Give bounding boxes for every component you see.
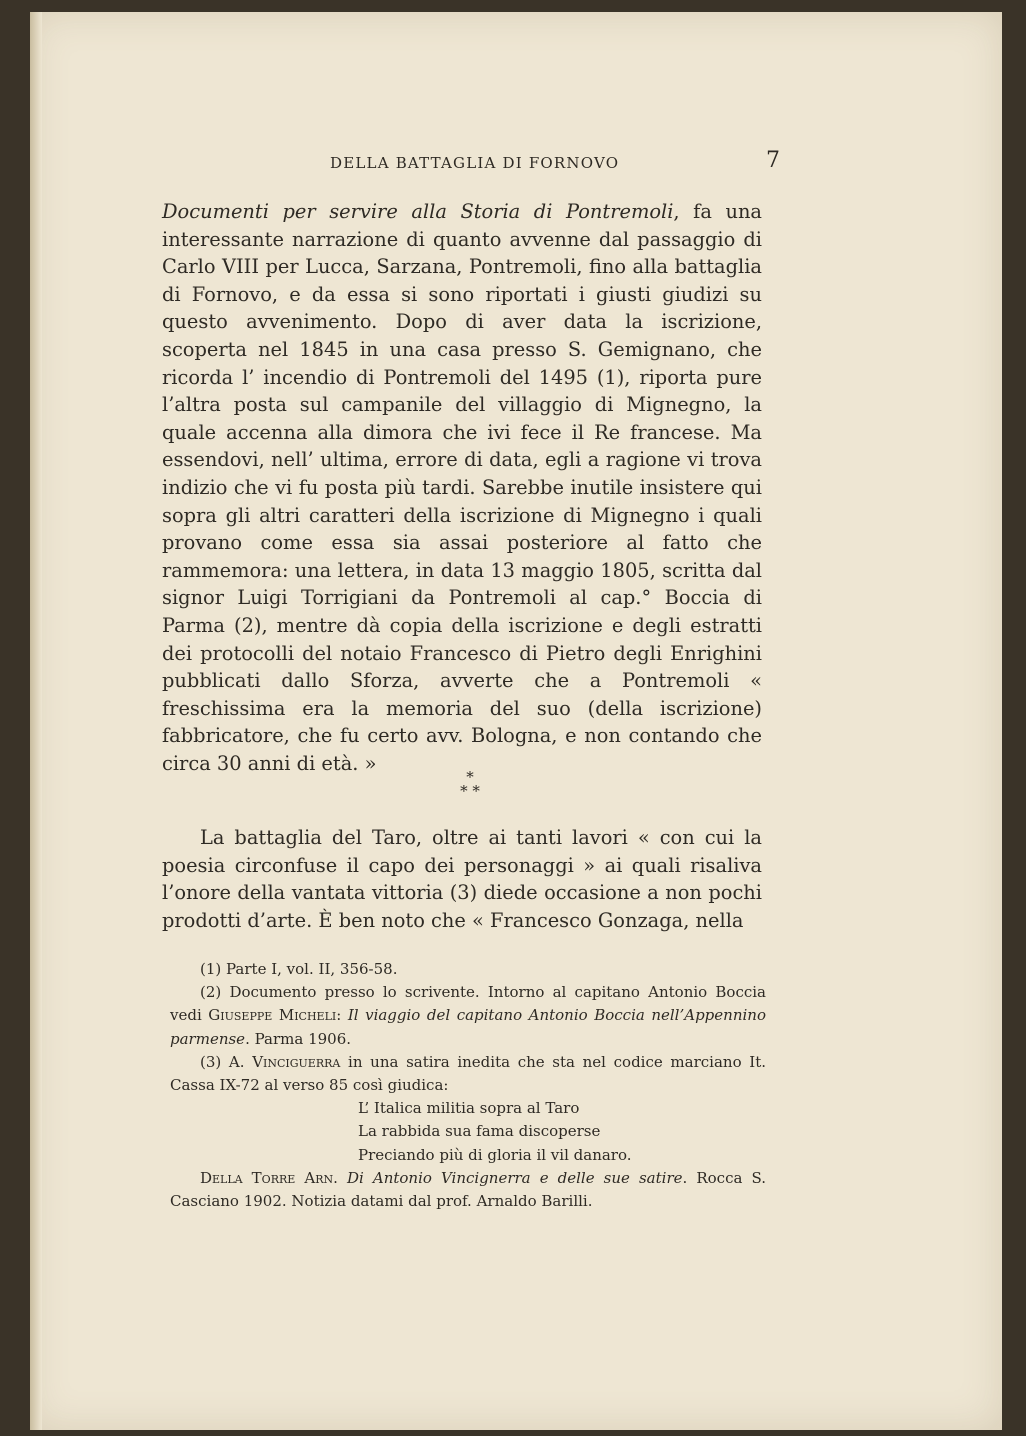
footnote-2-end: . Parma 1906. <box>245 1029 352 1048</box>
footnote-2 <box>170 981 766 1051</box>
footnote-2-title: Il viaggio del capitano Antonio Boccia nell’Appennino parmense <box>170 1006 766 1048</box>
paragraph-2 <box>162 824 762 934</box>
reference-author: Della Torre Arn <box>200 1168 334 1187</box>
footnote-3-reference <box>170 1167 766 1213</box>
paragraph-1-text: , fa una interessante narrazione di quanto avvenne dal passaggio di Carlo VIII per Lucca, Sarzana, Pontremoli, fino alla battaglia di Fornovo, e da essa si sono riportati i giusti giudizi su questo avvenimento. Dopo di aver data la iscrizione, scoperta nel 1845 in una casa presso S. Gemignano, che ricorda l’ incendio di Pontremoli del 1495 (1), riporta pure l’altra posta sul campanile del villaggio di Mignegno, la quale accenna alla dimora che ivi fece il Re francese. Ma essendovi, nell’ ultima, errore di data, egli a ragione vi trova indizio che vi fu posta più tardi. Sarebbe inutile insistere qui sopra gli altri caratteri della iscrizione di Mignegno i quali provano come essa sia assai posteriore al fatto che rammemora: una lettera, in data 13 maggio 1805, scritta dal signor Luigi Torrigiani da Pontremoli al cap.° Boccia di Parma (2), mentre dà copia della iscrizione e degli estratti dei protocolli del notaio Francesco di Pietro degli Enrighini pubblicati dallo Sforza, avverte che a Pontremoli « freschissima era la memoria del suo (della iscrizione) fabbricatore, che fu certo avv. Bologna, e non contando che circa 30 anni di età. » <box>162 200 762 775</box>
verse-line-2: La rabbida sua fama discoperse <box>358 1122 601 1141</box>
footnote-2-text: (2) Documento presso lo scrivente. Intorno al capitano Antonio Boccia vedi <box>170 983 766 1025</box>
running-title: DELLA BATTAGLIA DI FORNOVO <box>330 154 620 172</box>
footnote-3-prefix: (3) A. <box>200 1052 253 1071</box>
footnote-2-colon: : <box>336 1006 348 1025</box>
footnote-3 <box>170 1051 766 1097</box>
footnotes <box>170 958 766 1213</box>
page-number: 7 <box>766 148 780 173</box>
footnote-3-text: in una satira inedita che sta nel codice marciano It. Cassa IX-72 al verso 85 così giudica: <box>170 1052 766 1095</box>
reference-end: . Rocca S. Casciano 1902. Notizia datami dal prof. Arnaldo Barilli. <box>170 1168 766 1211</box>
reference-dot: . <box>333 1168 347 1187</box>
footnote-1: (1) Parte I, vol. II, 356-58. <box>200 960 398 978</box>
paragraph-2-text: La battaglia del Taro, oltre ai tanti lavori « con cui la poesia circonfuse il capo dei personaggi » ai quali risaliva l’onore della vantata vittoria (3) diede occasione a non pochi prodotti d’arte. È ben noto che « Francesco Gonzaga, nella <box>162 826 762 932</box>
work-title: Documenti per servire alla Storia di Pontremoli <box>162 200 674 223</box>
asterism-top: * <box>466 768 474 786</box>
verse-line-1: L’ Italica militia sopra al Taro <box>358 1099 580 1118</box>
page-spine-shadow <box>30 12 42 1430</box>
asterism-bottom: * * <box>460 782 480 800</box>
reference-title: Di Antonio Vincignerra e delle sue satire <box>346 1168 683 1187</box>
verse-line-3: Preciando più di gloria il vil danaro. <box>358 1145 632 1164</box>
footnote-3-author: Vinciguerra <box>252 1052 341 1071</box>
section-asterism <box>440 770 500 810</box>
footnote-2-author: Giuseppe Micheli <box>208 1006 337 1025</box>
page-header <box>160 148 780 178</box>
paragraph-1 <box>162 198 762 777</box>
